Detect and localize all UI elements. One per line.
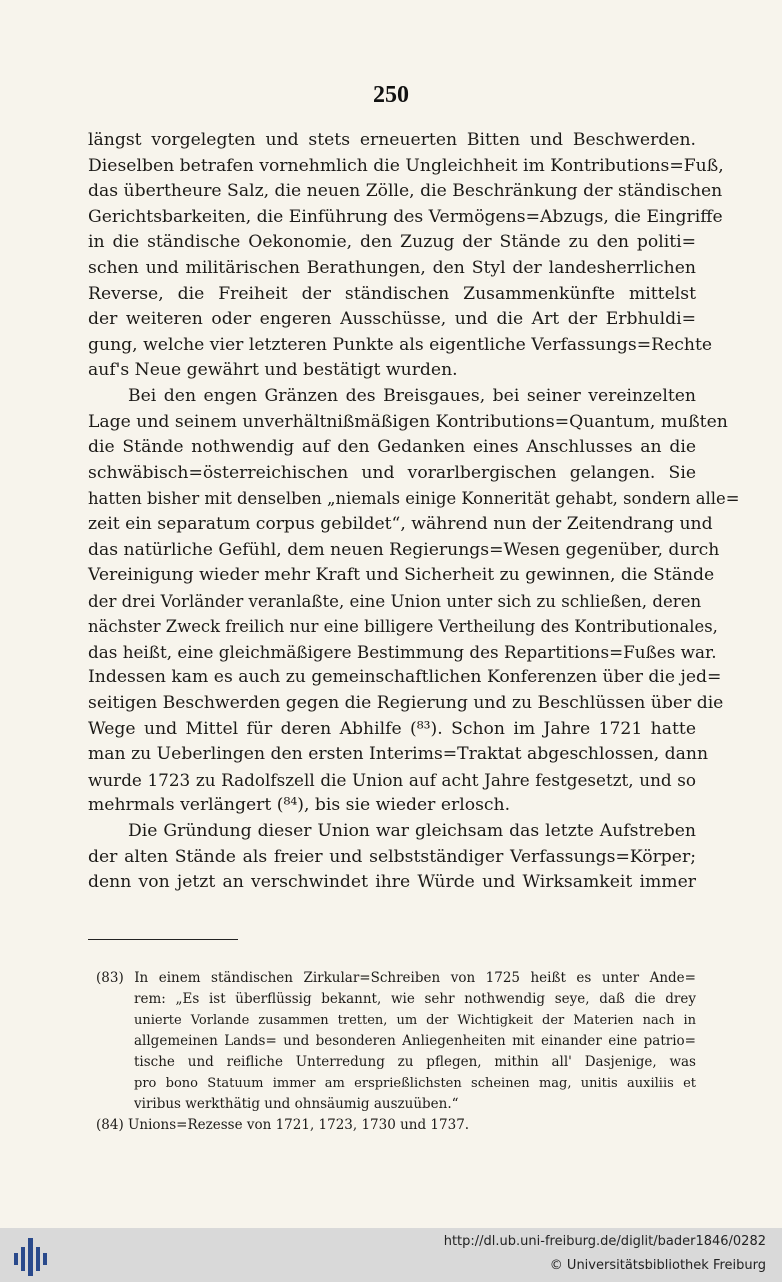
- body-line: Die Gründung dieser Union war gleichsam das letzte Aufstreben: [128, 821, 696, 842]
- body-line: der drei Vorländer veranlaßte, eine Union unter sich zu schließen, deren: [88, 591, 702, 611]
- body-line: Reverse, die Freiheit der ständischen Zusammenkünfte mittelst: [88, 283, 696, 304]
- body-line: die Stände nothwendig auf den Gedanken eines Anschlusses an die: [88, 437, 696, 458]
- body-line: Indessen kam es auch zu gemeinschaftlichen Konferenzen über die jed=: [88, 667, 722, 688]
- body-line: der alten Stände als freier und selbstständiger Verfassungs=Körper;: [88, 846, 696, 867]
- body-text: [88, 128, 740, 896]
- body-line: auf's Neue gewährt und bestätigt wurden.: [88, 360, 458, 381]
- footnote-line: allgemeinen Lands= und besonderen Anliegenheiten mit einander eine patrio=: [134, 1033, 696, 1049]
- body-line: denn von jetzt an verschwindet ihre Würde und Wirksamkeit immer: [88, 872, 696, 893]
- body-line: mehrmals verlängert (⁸⁴), bis sie wieder erlosch.: [88, 795, 511, 816]
- body-line: Lage und seinem unverhältnißmäßigen Kontributions=Quantum, mußten: [88, 411, 728, 432]
- body-line: schen und militärischen Berathungen, den Styl der landesherrlichen: [88, 257, 696, 278]
- body-line: in die ständische Oekonomie, den Zuzug der Stände zu den politi=: [88, 232, 696, 253]
- body-line: Gerichtsbarkeiten, die Einführung des Vermögens=Abzugs, die Eingriffe: [88, 206, 723, 227]
- footnotes: [96, 968, 696, 1136]
- body-line: Bei den engen Gränzen des Breisgaues, bei seiner vereinzelten: [128, 385, 696, 406]
- body-line: das heißt, eine gleichmäßigere Bestimmung des Repartitions=Fußes war.: [88, 641, 717, 662]
- body-line: Wege und Mittel für deren Abhilfe (⁸³). Schon im Jahre 1721 hatte: [88, 718, 696, 739]
- body-line: man zu Ueberlingen den ersten Interims=Traktat abgeschlossen, dann: [88, 744, 709, 765]
- body-line: hatten bisher mit denselben „niemals einige Konnerität gehabt, sondern alle=: [88, 489, 740, 509]
- footnote-line: unierte Vorlande zusammen tretten, um der Wichtigkeit der Materien nach in: [134, 1013, 696, 1028]
- page-number: 250: [373, 82, 409, 108]
- footnote-line: pro bono Statuum immer am ersprießlichsten scheinen mag, unitis auxiliis et: [134, 1076, 696, 1091]
- body-line: längst vorgelegten und stets erneuerten Bitten und Beschwerden.: [88, 130, 696, 150]
- body-line: das übertheure Salz, die neuen Zölle, die Beschränkung der ständischen: [88, 181, 723, 202]
- library-logo-icon: [14, 1238, 54, 1276]
- footnote-line: rem: „Es ist überflüssig bekannt, wie sehr nothwendig seye, daß die drey: [134, 991, 696, 1007]
- body-line: nächster Zweck freilich nur eine billigere Vertheilung des Kontributionales,: [88, 617, 718, 637]
- viewer-footer: [0, 1228, 782, 1282]
- permalink-url[interactable]: http://dl.ub.uni-freiburg.de/diglit/bader1846/0282: [443, 1234, 766, 1249]
- body-line: schwäbisch=österreichischen und vorarlbergischen gelangen. Sie: [88, 462, 696, 483]
- body-line: wurde 1723 zu Radolfszell die Union auf acht Jahre festgesetzt, und so: [88, 769, 696, 790]
- body-line: der weiteren oder engeren Ausschüsse, und die Art der Erbhuldi=: [88, 309, 696, 330]
- body-line: das natürliche Gefühl, dem neuen Regierungs=Wesen gegenüber, durch: [88, 539, 720, 560]
- copyright-notice: © Universitätsbibliothek Freiburg: [549, 1258, 766, 1273]
- footnote-line: (83) In einem ständischen Zirkular=Schreiben von 1725 heißt es unter Ande=: [96, 970, 696, 986]
- footnote-line: tische und reifliche Unterredung zu pflegen, mithin all' Dasjenige, was: [134, 1054, 696, 1070]
- body-line: zeit ein separatum corpus gebildet“, während nun der Zeitendrang und: [88, 513, 713, 534]
- footnote-divider: [88, 939, 238, 940]
- footnote-line: viribus werkthätig und ohnsäumig auszuüben.“: [134, 1096, 459, 1112]
- body-line: Dieselben betrafen vornehmlich die Ungleichheit im Kontributions=Fuß,: [88, 155, 724, 176]
- body-line: gung, welche vier letzteren Punkte als eigentliche Verfassungs=Rechte: [88, 334, 713, 355]
- body-line: Vereinigung wieder mehr Kraft und Sicherheit zu gewinnen, die Stände: [88, 565, 715, 586]
- body-line: seitigen Beschwerden gegen die Regierung und zu Beschlüssen über die: [88, 693, 724, 714]
- footnote-line: (84) Unions=Rezesse von 1721, 1723, 1730 und 1737.: [96, 1117, 470, 1133]
